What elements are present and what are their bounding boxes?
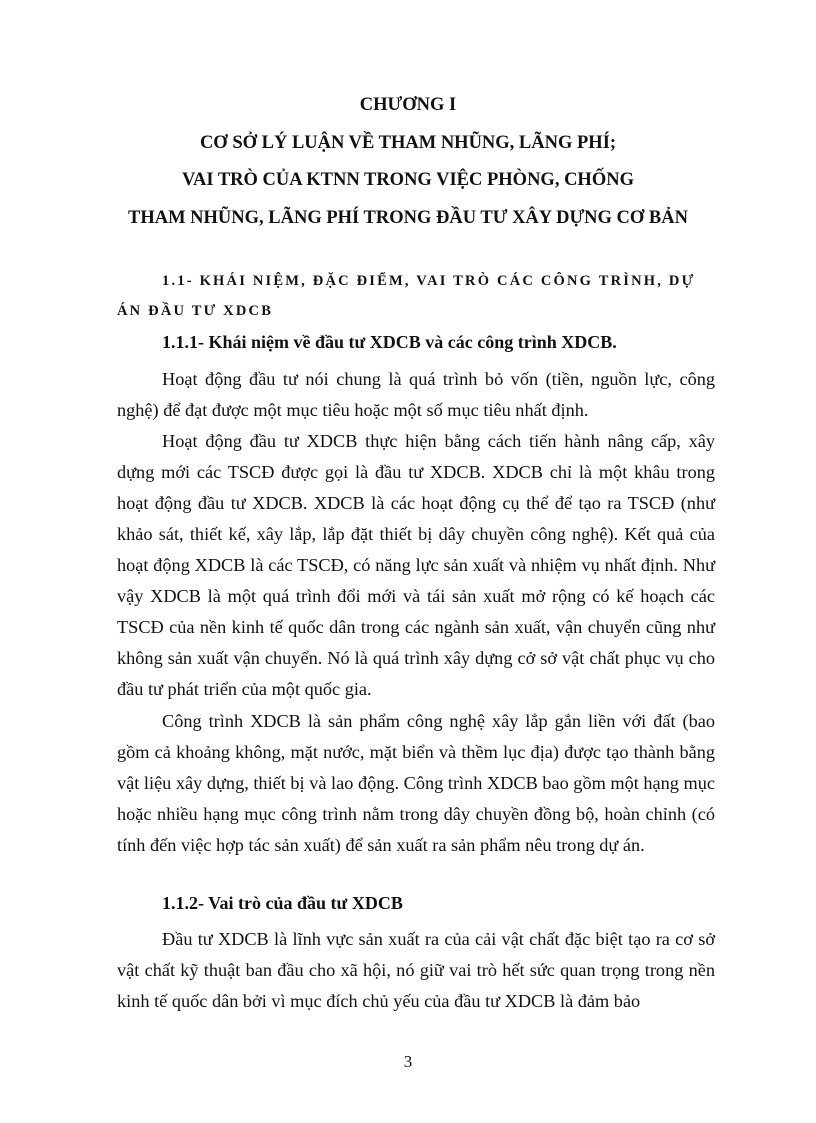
paragraph: Hoạt động đầu tư nói chung là quá trình bỏ vốn (tiền, nguồn lực, công nghệ) để đạt được một mục tiêu hoặc một số mục tiêu nhất định. bbox=[117, 369, 715, 420]
subsection-heading: 1.1.2- Vai trò của đầu tư XDCB bbox=[162, 893, 403, 913]
paragraph: Đầu tư XDCB là lĩnh vực sản xuất ra của cải vật chất đặc biệt tạo ra cơ sở vật chất kỹ thuật ban đầu cho xã hội, nó giữ vai trò hết sức quan trọng trong nền kinh tế quốc dân bởi vì mục đích chủ yếu của đầu tư XDCB là đảm bảo bbox=[117, 929, 715, 1011]
page-number: 3 bbox=[403, 1052, 413, 1071]
section-heading bbox=[117, 273, 715, 323]
subsection-heading: 1.1.1- Khái niệm về đầu tư XDCB và các công trình XDCB. bbox=[162, 332, 617, 352]
paragraph: Công trình XDCB là sản phẩm công nghệ xây lắp gắn liền với đất (bao gồm cả khoảng không, mặt nước, mặt biển và thềm lục địa) được tạo thành bằng vật liệu xây dựng, thiết bị và lao động. Công trình XDCB bao gồm một hạng mục hoặc nhiều hạng mục công trình nằm trong dây chuyền đồng bộ, hoàn chỉnh (có tính đến việc hợp tác sản xuất) để sản xuất ra sản phẩm nêu trong dự án. bbox=[117, 711, 715, 855]
chapter-number: CHƯƠNG I bbox=[359, 95, 457, 115]
chapter-title-block bbox=[0, 87, 816, 237]
chapter-title-line: CƠ SỞ LÝ LUẬN VỀ THAM NHŨNG, LÃNG PHÍ; bbox=[199, 132, 617, 153]
section-heading-line: ÁN ĐẦU TƯ XDCB bbox=[117, 303, 274, 319]
chapter-title-line: VAI TRÒ CỦA KTNN TRONG VIỆC PHÒNG, CHỐNG bbox=[182, 170, 634, 190]
section-heading-line: 1.1- KHÁI NIỆM, ĐẶC ĐIỂM, VAI TRÒ CÁC CÔNG TRÌNH, DỰ bbox=[162, 273, 696, 289]
paragraph: Hoạt động đầu tư XDCB thực hiện bằng cách tiến hành nâng cấp, xây dựng mới các TSCĐ được gọi là đầu tư XDCB. XDCB chỉ là một khâu trong hoạt động đầu tư XDCB. XDCB là các hoạt động cụ thể để tạo ra TSCĐ (như khảo sát, thiết kế, xây lắp, lắp đặt thiết bị dây chuyền công nghệ). Kết quả của hoạt động XDCB là các TSCĐ, có năng lực sản xuất và nhiệm vụ nhất định. Như vậy XDCB là một quá trình đổi mới và tái sản xuất mở rộng có kế hoạch các TSCĐ của nền kinh tế quốc dân trong các ngành sản xuất, vận chuyển cũng như không sản xuất vận chuyển. Nó là quá trình xây dựng cở sở vật chất phục vụ cho đầu tư phát triển của một quốc gia. bbox=[117, 431, 715, 699]
chapter-title-line: THAM NHŨNG, LÃNG PHÍ TRONG ĐẦU TƯ XÂY DỰNG CƠ BẢN bbox=[128, 207, 688, 228]
